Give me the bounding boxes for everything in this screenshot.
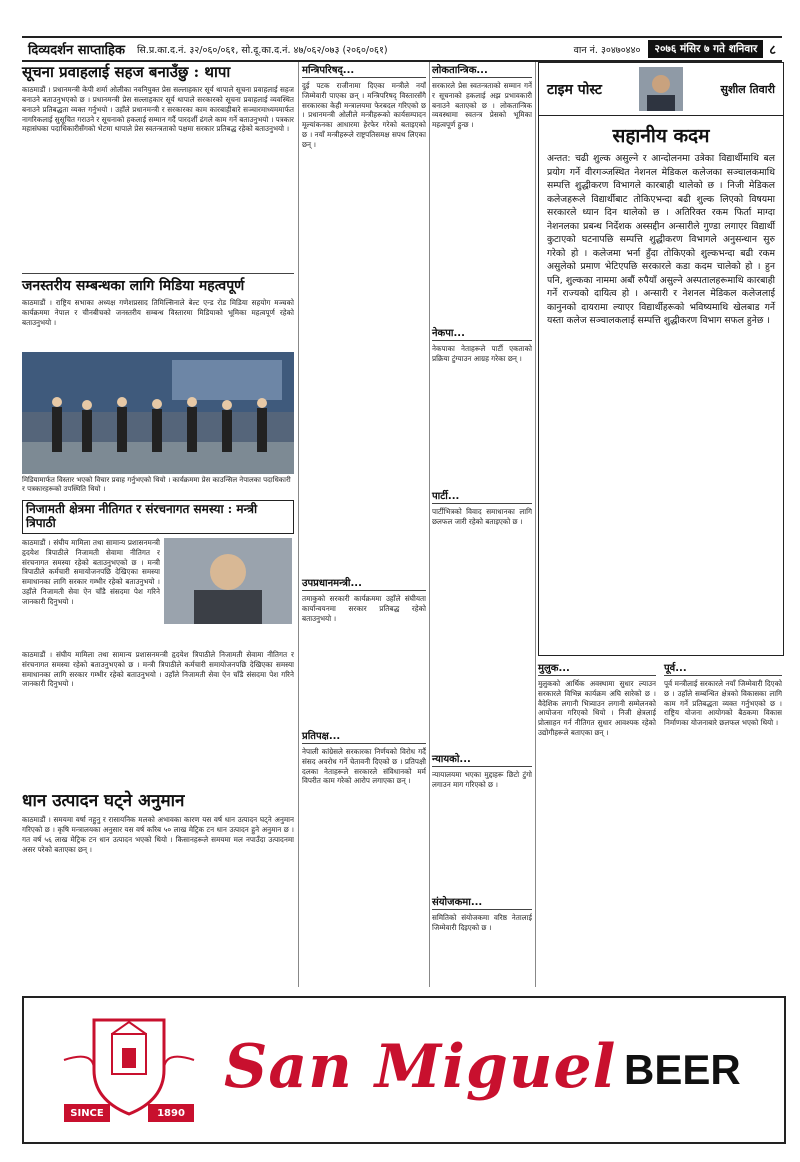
article-body: पार्टीभित्रको विवाद समाधानका लागि छलफल जारी रहेको बताइएको छ । [432,507,532,526]
article-headline: सूचना प्रवाहलाई सहज बनाउँछु : थापा [22,63,231,81]
opinion-body: अन्तत: चढी शुल्क असुल्ने र आन्दोलनमा उत्रेका विद्यार्थीमाथि बल प्रयोग गर्ने वीरगञ्जस्थित नेशनल मेडिकल कलेजका सञ्चालकमाथि सम्पत्ति शुद्धीकरण विभागले कारबाही थालेको छ । निजी मेडिकल कलेजहरूले विद्यार्थीबाट तोकिएभन्दा बढी शुल्क लिएको विषयमा सरकारले ध्यान दिन थालेको छ । अतिरिक्त रकम फिर्ता माग्दा नेशनलका प्रबन्ध निर्देशक अस्सद्दीन अन्सारीले गुण्डा लगाएर विद्यार्थी कुटाएको घटनापछि सम्पत्ति शुद्धीकरण विभागले अनुसन्धान सुरु गरेको हो । कलेजमा भर्ना हुँदा तोकिएको शुल्कभन्दा बढी रकम असुलेको प्रमाण भेटिएपछि सरकारले कडा कदम चालेको हो । हुन पनि, शुल्कका नाममा अबौं रुपैयाँ असुल्ने अस्पतालहरूमाथि कारबाही गर्ने राज्यको दायित्व हो । अन्सारी र नेशनल मेडिकल कलेजलाई कानुनको दायरामा ल्याएर विद्यार्थीहरूको भविष्यमाथि खेलबाड गर्ने यस्ता कलेज सञ्चालकलाई सम्पत्ति शुद्धीकरण विभाग सफल हुनेछ । [547,153,775,326]
article-body: न्यायालयमा भएका मुद्दाहरू छिटो टुंगो लगाउन माग गरिएको छ । [432,770,532,789]
year-label: 1890 [148,1104,194,1122]
continued-heading: लोकतान्त्रिक... [432,62,532,78]
portrait-illustration [164,538,292,624]
continued-heading: न्यायको... [432,751,532,767]
beer-label: BEER [624,1046,741,1093]
brief-left [538,660,656,989]
article-body: मुलुकको आर्थिक अवस्थामा सुधार ल्याउन सरकारले विभिन्न कार्यक्रम अघि सारेको छ । वैदेशिक लगानी भित्र्याउन लगानी सम्मेलनको आयोजना गरिएको थियो । निजी क्षेत्रलाई प्रोत्साहन गर्न नीतिगत सुधार आवश्यक रहेको उद्योगीहरूले बताएका छन् । [538,679,656,737]
continued-heading: प्रतिपक्ष... [302,728,426,744]
event-photo-illustration [22,352,294,474]
article-body: पूर्व मन्त्रीलाई सरकारले नयाँ जिम्मेवारी दिएको छ । उहाँले सम्बन्धित क्षेत्रको विकासका लागि काम गर्ने प्रतिबद्धता व्यक्त गर्नुभएको छ । राष्ट्रिय योजना आयोगको बैठकमा विकास निर्माणका योजनाबारे छलफल भएको थियो । [664,679,782,728]
news-photo [22,352,294,474]
article-body: दुई पटक राजीनामा दिएका मन्त्रीले नयाँ जिम्मेवारी पाएका छन् । मन्त्रिपरिषद् विस्तारसँगै सरकारका केही मन्त्रालयमा फेरबदल गरिएको छ । प्रधानमन्त्री ओलीले मन्त्रीहरूको कार्यसम्पादन मूल्यांकनका आधारमा हेरफेर गरेको बताइएको छ । नयाँ मन्त्रीहरूले राष्ट्रपतिसमक्ष सपथ लिएका छन् । [302,81,426,149]
column-divider [298,62,299,987]
continued-heading: मन्त्रिपरिषद्... [302,62,426,78]
author-portrait-icon [639,67,683,111]
column-narrow [432,62,532,1013]
article-body: काठमाडौं । राष्ट्रिय सभाका अध्यक्ष गणेशप्रसाद तिमिल्सिनाले बेल्ट एन्ड रोड मिडिया सहयोग मञ्चको कार्यक्रममा नेपाल र चीनबीचको जनस्तरीय सम्बन्ध विस्तारमा मिडियाको भूमिका महत्वपूर्ण रहेको बताउनुभयो । [22,298,294,327]
column-left [22,62,294,933]
continued-heading: मुलुक... [538,660,656,676]
article-body: नेपाली कांग्रेसले सरकारका निर्णयको विरोध गर्दै संसद अवरोध गर्ने चेतावनी दिएको छ । प्रतिपक्षी दलका नेताहरूले सरकारले संविधानको मर्म विपरीत काम गरेको आरोप लगाएका छन् । [302,747,426,786]
continued-heading: नेकपा... [432,325,532,341]
since-label: SINCE [64,1104,110,1122]
masthead-logo: दिव्यदर्शन साप्ताहिक [28,43,125,58]
article-headline: जनस्तरीय सम्बन्धका लागि मिडिया महत्वपूर्ण [22,273,294,294]
article-headline: निजामती क्षेत्रमा नीतिगत र संरचनागत समस्या : मन्त्री त्रिपाठी [22,500,294,534]
column-divider [429,62,430,987]
column-middle [302,62,426,1017]
masthead [22,36,782,62]
author-photo [639,67,683,111]
photo-caption: मिडियामार्फत विस्तार भएको विचार प्रवाह गर्नुभएको थियो । कार्यक्रममा प्रेस काउन्सिल नेपालका पदाधिकारी र पत्रकारहरूको उपस्थिति थियो । [22,476,291,494]
minister-photo [164,538,292,624]
issue-date: २०७६ मंसिर ७ गते शनिवार [648,40,763,58]
article-body: काठमाडौं । समयमा वर्षा नहुनु र रासायनिक मलको अभावका कारण यस वर्ष धान उत्पादन घट्ने अनुमान गरिएको छ । कृषि मन्त्रालयका अनुसार यस वर्ष करिब ५० लाख मेट्रिक टन धान उत्पादन हुने अनुमान छ । गत वर्ष ५६ लाख मेट्रिक टन धान उत्पादन भएको थियो । किसानहरूले समयमा मल नपाउँदा उत्पादनमा असर परेको बताएका छन् । [22,815,294,854]
brand-name: San Miguel [224,1032,617,1102]
brand-crest-icon [64,1020,194,1114]
brief-right [664,660,782,989]
article-body: सरकारले प्रेस स्वतन्त्रताको सम्मान गर्ने र सूचनाको हकलाई अझ प्रभावकारी बनाउने बताएको छ । लोकतान्त्रिक व्यवस्थामा स्वतन्त्र प्रेसको भूमिका महत्वपूर्ण हुन्छ । [432,81,532,130]
article-body: काठमाडौं । प्रधानमन्त्री केपी शर्मा ओलीका नवनियुक्त प्रेस सल्लाहकार सूर्य थापाले सूचना प्रवाहलाई सहज बनाउने बताउनुभएको छ । प्रधानमन्त्री प्रेस सल्लाहकार सूर्य थापाले सरकारको सूचना प्रवाहलाई व्यवस्थित बनाउने प्रतिबद्धता व्यक्त गर्नुभयो । उहाँले प्रधानमन्त्री र सरकारका काम कारबाहीबारे सञ्चारमाध्यममार्फत नागरिकलाई सुसूचित गराउने र सूचनाको हकलाई सम्मान गर्दै पारदर्शी ढंगले काम गर्ने बताउनुभयो । पत्रकार महासंघका पदाधिकारीसँगको भेटमा थापाले प्रेस स्वतन्त्रताको पक्षमा सरकार प्रतिबद्ध रहेको बताउनुभयो । [22,85,294,134]
volume-info: वान नं. ३०४७०४४० [573,44,641,56]
article-body: समितिको संयोजकमा वरिष्ठ नेतालाई जिम्मेवारी दिइएको छ । [432,913,532,932]
column-label: टाइम पोस्ट [547,81,602,98]
author-name: सुशील तिवारी [720,82,775,96]
time-post-column [538,62,784,656]
article-body: नेकपाका नेताहरूले पार्टी एकताको प्रक्रिया टुंग्याउन आग्रह गरेका छन् । [432,344,532,363]
continued-heading: पूर्व... [664,660,782,676]
page-number: ८ [769,43,776,58]
article-body-continued: काठमाडौं । संघीय मामिला तथा सामान्य प्रशासनमन्त्री हृदयेश त्रिपाठीले निजामती सेवामा नीतिगत र संरचनागत समस्या रहेको बताउनुभएको छ । मन्त्री त्रिपाठीले कर्मचारी समायोजनपछि देखिएका समस्या समाधानका लागि सरकार गम्भीर रहेको बताउनुभयो । उहाँले निजामती सेवा ऐन चाँडै संसदमा पेश गरिने जानकारी दिनुभयो । [22,649,294,689]
time-post-header [539,63,783,116]
opinion-headline: सहानीय कदम [612,125,710,147]
registration-info: सि.प्र.का.द.नं. ३२/०६०/०६१, सो.दू.का.द.नं. ४७/०६२/०७३ (२०६०/०६१) [136,44,388,56]
continued-heading: संयोजकमा... [432,894,532,910]
article-body: काठमाडौं । संघीय मामिला तथा सामान्य प्रशासनमन्त्री हृदयेश त्रिपाठीले निजामती सेवामा नीतिगत र संरचनागत समस्या रहेको बताउनुभएको छ । मन्त्री त्रिपाठीले कर्मचारी समायोजनपछि देखिएका समस्या समाधानका लागि सरकार गम्भीर रहेको बताउनुभयो । उहाँले निजामती सेवा ऐन चाँडै संसदमा पेश गरिने जानकारी दिनुभयो । [22,537,160,606]
continued-heading: उपप्रधानमन्त्री... [302,575,426,591]
article-headline: धान उत्पादन घट्ने अनुमान [22,790,185,811]
continued-heading: पार्टी... [432,488,532,504]
san-miguel-advertisement [22,996,786,1144]
column-divider [535,62,536,987]
article-body: तमाकुको सरकारी कार्यक्रममा उहाँले संघीयता कार्यान्वयनमा सरकार प्रतिबद्ध रहेको बताउनुभयो । [302,594,426,623]
